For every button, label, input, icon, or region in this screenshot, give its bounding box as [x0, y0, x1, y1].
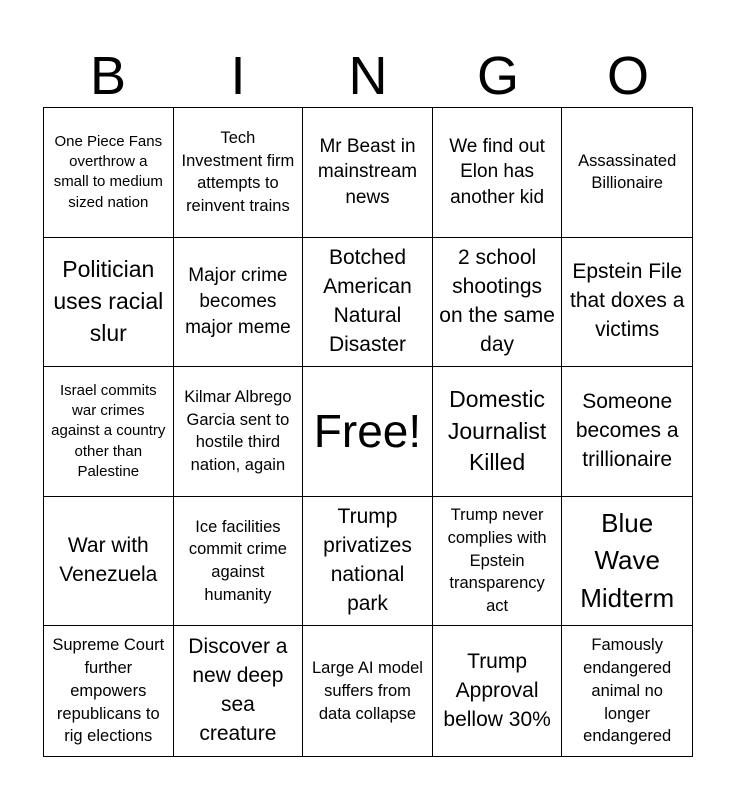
cell-text: We find out Elon has another kid: [449, 135, 545, 209]
bingo-cell[interactable]: [174, 108, 304, 238]
cell-text: Israel commits war crimes against a country other than Palestine: [51, 381, 166, 480]
bingo-cell[interactable]: [562, 367, 692, 497]
header-letter-o: O: [606, 46, 649, 106]
cell-text: War with Venezuela: [59, 534, 158, 587]
bingo-cell[interactable]: [174, 367, 304, 497]
cell-text: Famously endangered animal no longer endangered: [583, 636, 672, 746]
cell-text: Politician uses racial slur: [53, 256, 164, 346]
header-letter-n: N: [348, 46, 388, 106]
free-space-text: Free!: [313, 405, 422, 458]
bingo-cell[interactable]: [303, 108, 433, 238]
bingo-cell[interactable]: [433, 108, 563, 238]
cell-text: Supreme Court further empowers republicans to rig elections: [52, 636, 165, 746]
cell-text: Ice facilities commit crime against humanity: [188, 517, 287, 604]
bingo-cell[interactable]: [562, 497, 692, 627]
bingo-cell[interactable]: [44, 367, 174, 497]
cell-text: Tech Investment firm attempts to reinvent trains: [181, 128, 295, 216]
free-space-cell[interactable]: [303, 367, 433, 497]
cell-text: Botched American Natural Disaster: [323, 245, 412, 356]
cell-text: 2 school shootings on the same day: [439, 245, 555, 356]
cell-text: Someone becomes a trillionaire: [575, 390, 679, 471]
header-letter-g: G: [476, 46, 519, 106]
bingo-cell[interactable]: [433, 497, 563, 627]
cell-text: Mr Beast in mainstream news: [317, 135, 418, 209]
bingo-cell[interactable]: [174, 626, 304, 756]
bingo-cell[interactable]: [174, 497, 304, 627]
cell-text: Domestic Journalist Killed: [447, 385, 547, 476]
bingo-cell[interactable]: [44, 238, 174, 368]
bingo-cell[interactable]: [44, 108, 174, 238]
bingo-cell[interactable]: [303, 497, 433, 627]
bingo-board: [43, 107, 693, 757]
bingo-cell[interactable]: [44, 497, 174, 627]
cell-text: Epstein File that doxes a victims: [569, 260, 685, 342]
header-letter-i: I: [230, 46, 246, 106]
cell-text: Trump never complies with Epstein transparency act: [447, 506, 547, 616]
cell-text: Trump Approval bellow 30%: [443, 649, 551, 731]
cell-text: Blue Wave Midterm: [580, 507, 675, 613]
bingo-cell[interactable]: [303, 626, 433, 756]
cell-text: Trump privatizes national park: [323, 505, 412, 616]
cell-text: One Piece Fans overthrow a small to medium sized nation: [53, 132, 163, 211]
bingo-cell[interactable]: [562, 238, 692, 368]
bingo-header: [43, 40, 693, 108]
bingo-cell[interactable]: [562, 626, 692, 756]
cell-text: Kilmar Albrego Garcia sent to hostile third nation, again: [184, 387, 292, 475]
bingo-cell[interactable]: [303, 238, 433, 368]
cell-text: Large AI model suffers from data collapse: [311, 659, 423, 723]
header-letter-b: B: [89, 46, 127, 106]
cell-text: Discover a new deep sea creature: [188, 635, 288, 746]
cell-text: Major crime becomes major meme: [185, 265, 291, 338]
bingo-cell[interactable]: [433, 238, 563, 368]
bingo-cell[interactable]: [44, 626, 174, 756]
bingo-cell[interactable]: [174, 238, 304, 368]
bingo-cell[interactable]: [562, 108, 692, 238]
cell-text: Assassinated Billionaire: [578, 151, 677, 193]
bingo-cell[interactable]: [433, 626, 563, 756]
bingo-cell[interactable]: [433, 367, 563, 497]
